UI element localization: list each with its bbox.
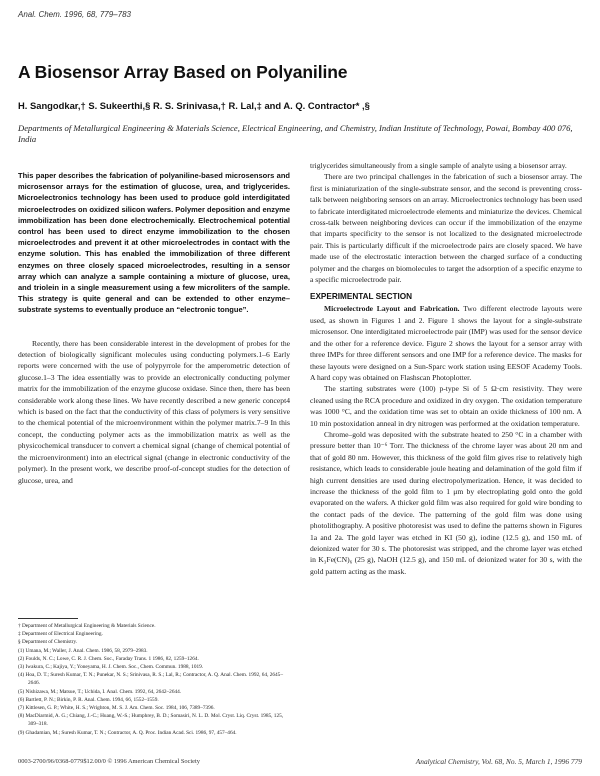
- footnote-divider: [18, 618, 78, 619]
- reference-item: (1) Umana, M.; Waller, J. Anal. Chem. 1986, 58, 2979–2983.: [18, 647, 148, 654]
- intro-continuation: triglycerides simultaneously from a single sample of analyte using a biosensor array.: [310, 161, 567, 170]
- reference-item: (8) MacDiarmid, A. G.; Chiang, J.-C.; Huang, W.-S.; Humphrey, B. D.; Somasiri, N. L. D. Mol. Cryst. Liq. Cryst. 1985, 125, 309–318.: [18, 713, 284, 728]
- run-in-heading: Microelectrode Layout and Fabrication.: [324, 304, 460, 314]
- left-column: [18, 160, 290, 486]
- reference-item: (5) Nishizawa, M.; Matsue, T.; Uchida, I. Anal. Chem. 1992, 64, 2642–2644.: [18, 688, 182, 695]
- footnote-item: † Department of Metallurgical Engineering & Materials Science.: [18, 623, 156, 629]
- challenges-paragraph: There are two principal challenges in the fabrication of such a biosensor array. The first is miniaturization of the single-substrate sensor, and the second is preventing cross-talk between neighboring sensors on an array. Microelectronics technology has been used to fabricate interdigitated microelectrode elements and miniaturize the devices. Chemical cross-talk between neighboring devices can occur if the immobilization of the enzyme that imparts specificity to the sensor is not localized to the designated microelectrode pair. This is particularly difficult if the microelectrode pairs are closely spaced. We have made use of the electrostatic interaction between the charged surface of a conducting polymer and the charges on biomolecules to target the adsorption of a specific enzyme to a specific microelectrode pair.: [310, 172, 582, 285]
- footer-copyright: 0003-2700/96/0368-0779$12.00/0 © 1996 American Chemical Society: [18, 758, 200, 765]
- journal-reference: Anal. Chem. 1996, 68, 779–783: [18, 10, 131, 19]
- reference-item: (7) Kittlesen, G. P.; White, H. S.; Wrighton, M. S. J. Am. Chem. Soc. 1984, 106, 7389–7396.: [18, 705, 215, 712]
- article-title: A Biosensor Array Based on Polyaniline: [18, 62, 348, 82]
- footnotes: [18, 622, 290, 737]
- right-column: [310, 160, 582, 577]
- footnote-item: ‡ Department of Electrical Engineering.: [18, 631, 103, 638]
- footnote-item: § Department of Chemistry.: [18, 639, 78, 646]
- chrome-gold-paragraph: Chrome–gold was deposited with the substrate heated to 250 °C in a chamber with pressure better than 10⁻⁶ Torr. The thickness of the chrome layer was about 20 nm and that of gold 80 nm. However, this thickness of the gold film gives rise to relatively high resistance, which leads to considerable joule heating and delamination of the gold film if high current densities are used during electropolymerization. Hence, it was decided to increase the thickness of the gold film to 1 μm by electroplating gold onto the gold evaporated on the wafers. A thicker gold film was also required for gold wire bonding to the contact pads of the device. The patterning of the gold film was done using photolithography. A positive photoresist was used to define the patterns shown in Figures 1a and 2a. The gold layer was etched in KI (50 g), iodine (12.5 g), and 150 mL of deionized water for 30 s. The photoresist was stripped, and the chrome layer was etched in K₃Fe(CN)₆ (25 g), NaOH (12.5 g), and 150 mL of deionized water for 30 s, with the gold pattern acting as the mask.: [310, 429, 582, 576]
- section-heading-experimental: EXPERIMENTAL SECTION: [310, 292, 413, 302]
- reference-item: (3) Iwakura, C.; Kajiya, Y.; Yoneyama, H. J. Chem. Soc., Chem. Commun. 1988, 1019.: [18, 664, 204, 671]
- reference-item: (2) Foulds, N. C.; Lowe, C. R. J. Chem. Soc., Faraday Trans. 1 1986, 82, 1259–1264.: [18, 655, 199, 662]
- reference-item: (6) Bartlett, P. N.; Birkin, P. R. Anal. Chem. 1994, 66, 1552–1559.: [18, 696, 159, 703]
- introduction-paragraph: Recently, there has been considerable interest in the development of probes for the detection of biologically significant molecules using conducting polymers.1–6 Early reports were concerned with the use of polypyrrole for the amperometric detection of glucose.1–3 The idea essentially was to provide an electronically conducting polymer matrix for the immobilization of the enzyme glucose oxidase. Since then, there has been considerable work along these lines. We have recently described a new generic concept4 which is based on the fact that the conductivity of this class of polymers is very sensitive to the chemical potential of the microenvironment within the polymer matrix.7–9 In this concept, the conducting polymer acts as the immobilization matrix as well as the physicochemical transducer to convert a chemical signal (change of chemical potential of the microenvironment) into an electrical signal (change in electronic conductivity of the polymer). In the present work, we describe proof-of-concept studies for the detection of glucose, urea, and: [18, 338, 290, 485]
- abstract: This paper describes the fabrication of polyaniline-based microsensors and microsensor arrays for the estimation of glucose, urea, and triglycerides. Microelectronics technology has been used to produce gold interdigitated microelectrodes on oxidized silicon wafers. Polymer deposition and enzyme immobilization has been done electrochemically. Electrochemical potential control has been used to direct enzyme immobilization to the chosen microelectrodes and prevent it at other microelectrodes in contact with the enzyme solution. This has enabled the immobilization of three different enzymes on three closely spaced microelectrodes, resulting in a sensor array which can analyze a sample containing a mixture of glucose, urea, and triolein in a single measurement using a few microliters of the sample. This strategy is quite general and can be extended to other enzyme–substrate systems to eventually produce an “electronic tongue”.: [18, 171, 290, 315]
- layout-text: Two different electrode layouts were used, as shown in Figures 1 and 2. Figure 1 shows the layout for a single-substrate microsensor. One interdigitated microelectrode pair (IMP) was used for the sensor device and the other for a reference device. Figure 2 shows the layout for a sensor array with three IMPs for three different sensors and one IMP for a reference device. The masks for these layouts were designed on a Sun-Sparc work station using EESOF Academy Tools. A hard copy was obtained on Flashscan Photoplotter.: [310, 304, 583, 382]
- affiliation: Departments of Metallurgical Engineering & Materials Science, Electrical Engineering, and Chemistry, Indian Institute of Technology, Powai, Bombay 400 076, India: [18, 123, 573, 144]
- footer-journal-page: Analytical Chemistry, Vol. 68, No. 5, March 1, 1996 779: [415, 757, 582, 766]
- reference-item: (4) Hoa, D. T.; Suresh Kumar, T. N.; Punekar, N. S.; Srinivasa, R. S.; Lal, R.; Contractor, A. Q. Anal. Chem. 1992, 64, 2645–2646.: [18, 672, 283, 687]
- reference-item: (9) Ghadamian, M.; Suresh Kumar, T. N.; Contractor, A. Q. Proc. Indian Acad. Sci. 1986, 97, 457–464.: [18, 729, 237, 736]
- author-list: H. Sangodkar,† S. Sukeerthi,§ R. S. Srinivasa,† R. Lal,‡ and A. Q. Contractor* ,§: [18, 100, 370, 111]
- layout-paragraph: [310, 303, 582, 383]
- substrate-paragraph: The starting substrates were (100) p-type Si of 5 Ω·cm resistivity. They were cleaned using the RCA procedure and oxidized in dry oxygen. The oxidation temperature was 1000 °C, and the oxidation time was set to obtain an oxide thickness of 100 nm. A 10 min postoxidation anneal in dry nitrogen was performed at the oxidation temperature.: [310, 384, 582, 428]
